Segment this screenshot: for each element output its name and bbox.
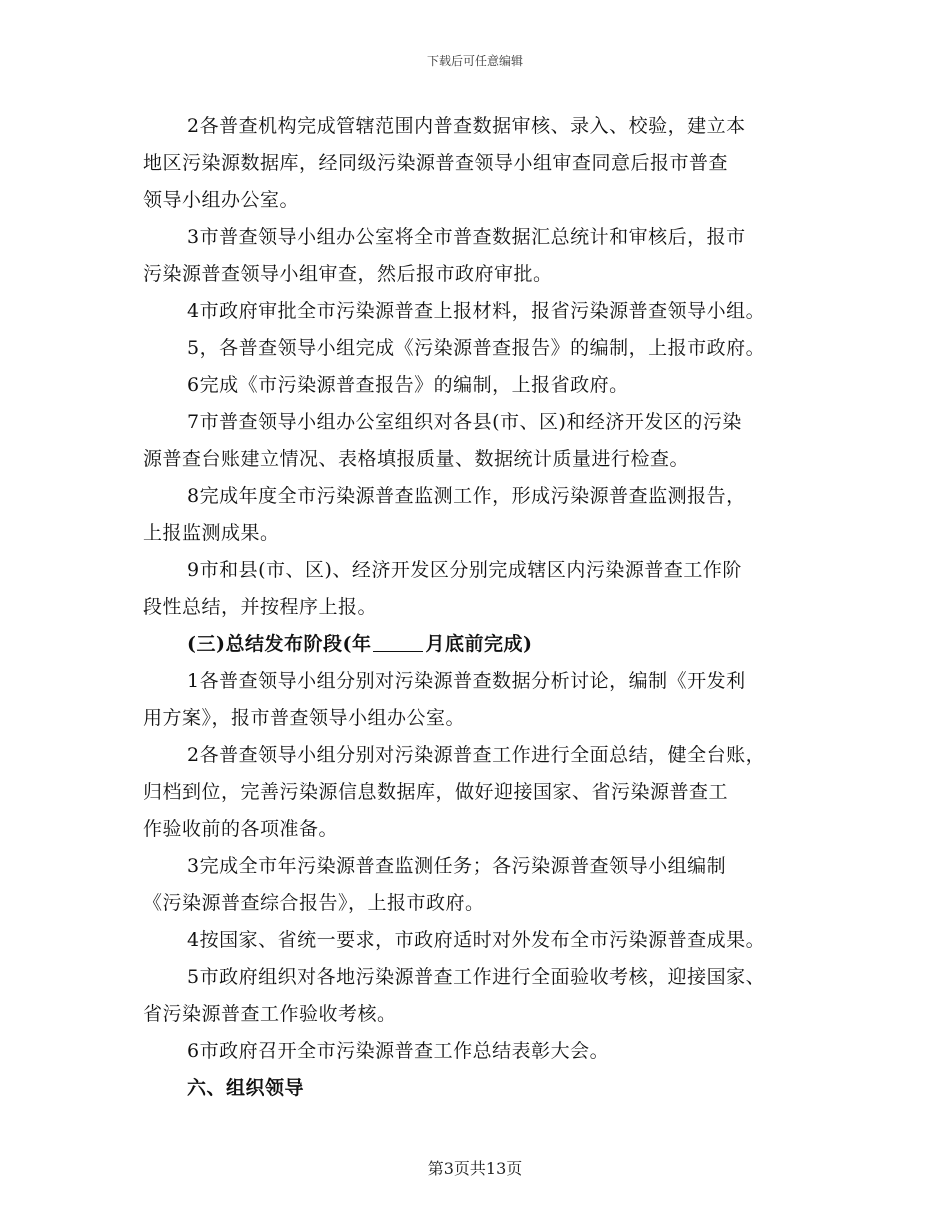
paragraph-line: 污染源普查领导小组审查，然后报市政府审批。 (143, 263, 553, 285)
paragraph-line: 《污染源普查综合报告》，上报市政府。 (143, 892, 485, 914)
paragraph-line: 段性总结，并按程序上报。 (143, 596, 378, 618)
page-header: 下载后可任意编辑 (426, 54, 523, 68)
section-heading-suffix: 月底前完成) (425, 633, 533, 655)
section-heading (143, 626, 833, 663)
paragraph-line: 6市政府召开全市污染源普查工作总结表彰大会。 (187, 1040, 610, 1062)
paragraph-line: 7市普查领导小组办公室组织对各县(市、区)和经济开发区的污染 (187, 411, 742, 433)
document-body (143, 108, 833, 1107)
paragraph-line: 源普查台账建立情况、表格填报质量、数据统计质量进行检查。 (143, 448, 690, 470)
fill-in-blank (373, 631, 423, 652)
paragraph-line: 归档到位，完善污染源信息数据库，做好迎接国家、省污染源普查工 (143, 781, 729, 803)
paragraph-line: 6完成《市污染源普查报告》的编制，上报省政府。 (187, 374, 629, 396)
paragraph-line: 省污染源普查工作验收考核。 (143, 1003, 397, 1025)
paragraph-line: 8完成年度全市污染源普查监测工作，形成污染源普查监测报告， (187, 485, 746, 507)
chapter-heading: 六、组织领导 (187, 1077, 305, 1099)
page-number-footer: 第3页共13页 (427, 1159, 523, 1178)
paragraph-line: 5市政府组织对各地污染源普查工作进行全面验收考核，迎接国家、 (187, 966, 766, 988)
paragraph-line: 5，各普查领导小组完成《污染源普查报告》的编制，上报市政府。 (187, 337, 766, 359)
paragraph-line: 3完成全市年污染源普查监测任务；各污染源普查领导小组编制 (187, 855, 727, 877)
paragraph-line: 地区污染源数据库，经同级污染源普查领导小组审查同意后报市普查 (143, 152, 729, 174)
paragraph-line: 领导小组办公室。 (143, 189, 300, 211)
section-heading-prefix: (三)总结发布阶段(年 (187, 633, 372, 655)
paragraph-line: 3市普查领导小组办公室将全市普查数据汇总统计和审核后，报市 (187, 226, 746, 248)
paragraph-line: 4按国家、省统一要求，市政府适时对外发布全市污染源普查成果。 (187, 929, 766, 951)
paragraph-line: 2各普查领导小组分别对污染源普查工作进行全面总结，健全台账， (187, 744, 766, 766)
paragraph-line: 作验收前的各项准备。 (143, 818, 339, 840)
paragraph-line: 9市和县(市、区)、经济开发区分别完成辖区内污染源普查工作阶 (187, 559, 742, 581)
paragraph-line: 1各普查领导小组分别对污染源普查数据分析讨论，编制《开发利 (187, 670, 746, 692)
paragraph-line: 2各普查机构完成管辖范围内普查数据审核、录入、校验，建立本 (187, 115, 746, 137)
paragraph-line: 用方案》，报市普查领导小组办公室。 (143, 707, 466, 729)
paragraph-line: 4市政府审批全市污染源普查上报材料，报省污染源普查领导小组。 (187, 300, 766, 322)
paragraph-line: 上报监测成果。 (143, 522, 280, 544)
